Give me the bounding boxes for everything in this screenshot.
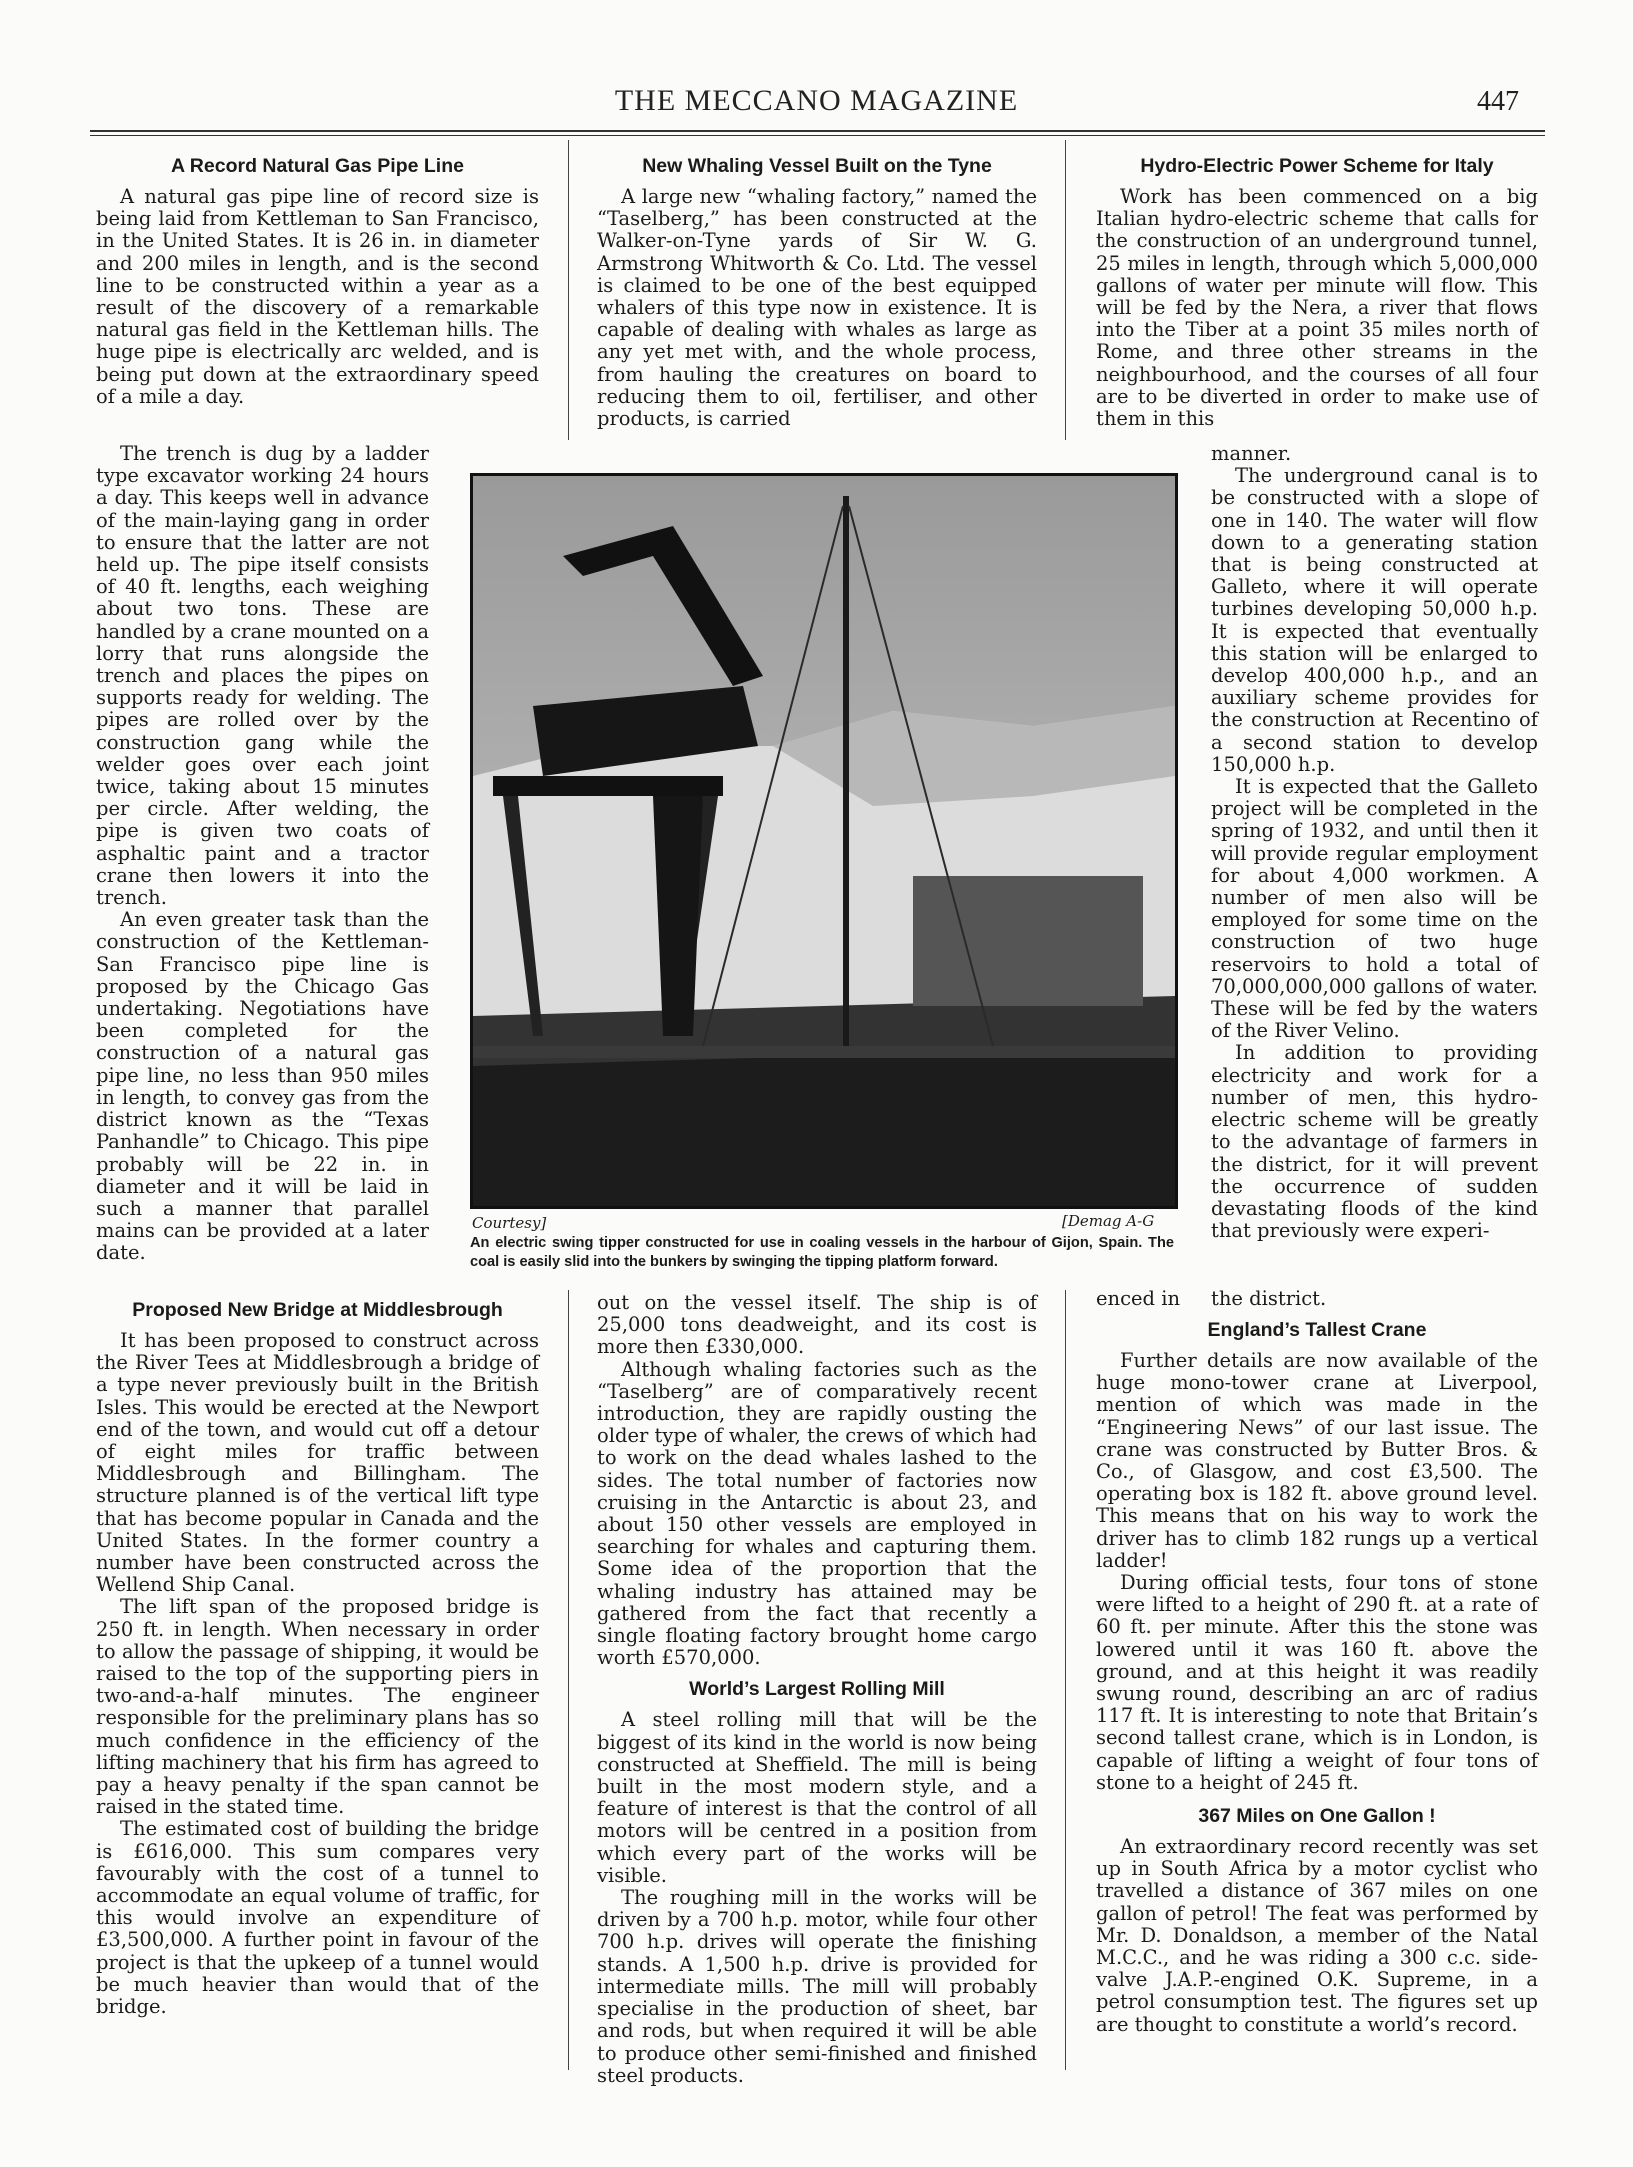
article-whaling [597, 154, 1037, 430]
paragraph: The roughing mill in the works will be driven by a 700 h.p. motor, while four other 700 h.p. drives will operate the finishing stands. A 1,500 h.p. drive is provided for intermediate mills. The mill will probably specialise in the production of sheet, bar and rods, but when required it will be able to produce other semi-finished and finished steel products. [597, 1886, 1037, 2087]
paragraph: The trench is dug by a ladder type excavator working 24 hours a day. This keeps well in advance of the main-laying gang in order to ensure that the latter are not held up. The pipe itself consists of 40 ft. lengths, each weighing about two tons. These are handled by a crane mounted on a lorry that runs alongside the trench and places the pipes on supports ready for welding. The pipes are rolled over by the construction gang while the welder goes over each joint twice, taking about 15 minutes per circle. After welding, the pipe is given two coats of asphaltic paint and a tractor crane then lowers it into the trench. [96, 442, 429, 910]
paragraph: A large new “whaling factory,” named the “Taselberg,” has been constructed at the Walker-on-Tyne yards of Sir W. G. Armstrong Whitworth & Co. Ltd. The vessel is claimed to be one of the best equipped whalers of this type now in existence. It is capable of dealing with whales as large as any yet met with, and the whole process, from hauling the creatures on board to reducing them to oil, fertiliser, and other products, is carried [597, 185, 1037, 431]
photo-credit-right: [Demag A-G [1062, 1212, 1155, 1230]
column-divider [568, 140, 569, 440]
crane-photograph [470, 473, 1178, 1209]
article-gas-pipe-cont [96, 443, 429, 1265]
hydro-line-end-b: the district. [1211, 1287, 1327, 1310]
column-divider [1065, 1290, 1066, 2070]
article-title: England’s Tallest Crane [1207, 1319, 1427, 1341]
paragraph: The lift span of the proposed bridge is 250 ft. in length. When necessary in order to allow the passage of shipping, it would be raised to the top of the supporting piers in two-and-a-half minutes. The engineer responsible for the preliminary plans has so much confidence in the efficiency of the lifting machinery that his firm has agreed to pay a heavy penalty if the span cannot be raised in the stated time. [96, 1595, 539, 1819]
page-number: 447 [1477, 86, 1519, 117]
paragraph: It has been proposed to construct across the River Tees at Middlesbrough a bridge of a type never previously built in the British Isles. This would be erected at the Newport end of the town, and would cut off a detour of eight miles for traffic between Middlesbrough and Billingham. The structure planned is of the vertical lift type that has become popular in Canada and the United States. In the former country a number have been constructed across the Wellend Ship Canal. [96, 1329, 539, 1597]
paragraph: An even greater task than the construction of the Kettleman-San Francisco pipe line is proposed by the Chicago Gas undertaking. Negotiations have been completed for the construction of a natural gas pipe line, no less than 950 miles in length, to convey gas from the district known as the “Texas Panhandle” to Chicago. This pipe probably will be 22 in. in diameter and it will be laid in such a manner that parallel mains can be provided at a later date. [96, 908, 429, 1265]
article-crane [1096, 1318, 1538, 2036]
article-bridge [96, 1298, 539, 2018]
paragraph: A steel rolling mill that will be the biggest of its kind in the world is now being constructed at Sheffield. The mill is being built in the most modern style, and a feature of interest is that the control of all motors will be centred in a position from which every part of the works will be visible. [597, 1708, 1037, 1887]
article-title: 367 Miles on One Gallon ! [1198, 1805, 1436, 1828]
paragraph: out on the vessel itself. The ship is of 25,000 tons deadweight, and its cost is more then £330,000. [597, 1291, 1037, 1359]
hydro-line-end-a: enced in [1096, 1287, 1181, 1310]
article-title: New Whaling Vessel Built on the Tyne [642, 155, 992, 177]
paragraph: Although whaling factories such as the “Taselberg” are of comparatively recent introduction, they are rapidly ousting the older type of whaler, the crews of which had to work on the dead whales lashed to the sides. The total number of factories now cruising in the Antarctic is about 23, and about 150 other vessels are employed in searching for whales and capturing them. Some idea of the proportion that the whaling industry has attained may be gathered from the fact that recently a single floating factory brought home cargo worth £570,000. [597, 1357, 1037, 1670]
paragraph: In addition to providing electricity and work for a number of men, this hydro-electric scheme will be greatly to the advantage of farmers in the district, for it will prevent the occurrence of sudden devastating floods of the kind that previously were experi- [1211, 1041, 1538, 1243]
article-whaling-cont [597, 1292, 1037, 2087]
article-title: World’s Largest Rolling Mill [689, 1678, 945, 1701]
article-title: A Record Natural Gas Pipe Line [171, 155, 464, 177]
paragraph: Work has been commenced on a big Italian hydro-electric scheme that calls for the construction of an underground tunnel, 25 miles in length, through which 5,000,000 gallons of water per minute will flow. This will be fed by the Nera, a river that flows into the Tiber at a point 35 miles north of Rome, and three other streams in the neighbourhood, and the courses of all four are to be diverted in order to make use of them in this [1096, 185, 1538, 431]
header-rule-thin [90, 135, 1545, 136]
paragraph: manner. [1211, 442, 1292, 465]
article-title: Hydro-Electric Power Scheme for Italy [1140, 155, 1494, 177]
article-hydro [1096, 154, 1538, 430]
article-gas-pipe [96, 154, 539, 408]
paragraph: It is expected that the Galleto project will be completed in the spring of 1932, and until then it will provide regular employment for about 4,000 workmen. A number of men also will be employed for some time on the construction of two huge reservoirs to hold a total of 70,000,000,000 gallons of water. These will be fed by the waters of the River Velino. [1211, 775, 1538, 1043]
article-hydro-cont [1211, 443, 1538, 1242]
photo-caption: An electric swing tipper constructed for use in coaling vessels in the harbour of Gijon, Spain. The coal is easily slid into the bunkers by swinging the tipping platform forward. [470, 1235, 1174, 1270]
paragraph: During official tests, four tons of stone were lifted to a height of 290 ft. at a rate of 60 ft. per minute. After this the stone was lowered until it was 160 ft. above the ground, and at this height it was readily swung round, describing an arc of radius 117 ft. It is interesting to note that Britain’s second tallest crane, which is in London, is capable of lifting a weight of four tons of stone to a height of 245 ft. [1096, 1571, 1538, 1794]
paragraph: The underground canal is to be constructed with a slope of one in 140. The water will flow down to a generating station that is being constructed at Galleto, where it will operate turbines developing 50,000 h.p. It is expected that eventually this station will be enlarged to develop 400,000 h.p., and an auxiliary scheme provides for the construction at Recentino of a second station to develop 150,000 h.p. [1211, 464, 1538, 776]
article-title: Proposed New Bridge at Middlesbrough [132, 1299, 503, 1321]
column-divider [568, 1290, 569, 2070]
photo-illustration [473, 476, 1175, 1206]
column-divider [1065, 140, 1066, 440]
photo-credit-left: Courtesy] [472, 1214, 547, 1232]
paragraph: Further details are now available of the huge mono-tower crane at Liverpool, mention of which was made in the “Engineering News” of our last issue. The crane was constructed by Butter Bros. & Co., of Glasgow, and cost £3,500. The operating box is 182 ft. above ground level. This means that on his way to work the driver has to climb 182 rungs up a vertical ladder! [1096, 1349, 1538, 1572]
paragraph: An extraordinary record recently was set up in South Africa by a motor cyclist who travelled a distance of 367 miles on one gallon of petrol! The feat was performed by Mr. D. Donaldson, a member of the Natal M.C.C., and he was riding a 300 c.c. side-valve J.A.P.-engined O.K. Supreme, in a petrol consumption test. The figures set up are thought to constitute a world’s record. [1096, 1835, 1538, 2036]
header-rule [90, 130, 1545, 132]
paragraph: A natural gas pipe line of record size is being laid from Kettleman to San Francisco, in the United States. It is 26 in. in diameter and 200 miles in length, and is the second line to be constructed within a year as a result of the discovery of a remarkable natural gas field in the Kettleman hills. The huge pipe is electrically arc welded, and is being put down at the extraordinary speed of a mile a day. [96, 185, 539, 408]
magazine-title: THE MECCANO MAGAZINE [614, 84, 1019, 117]
paragraph: The estimated cost of building the bridge is £616,000. This sum compares very favourably with the cost of a tunnel to accommodate an equal volume of traffic, for this would involve an expenditure of £3,500,000. A further point in favour of the project is that the upkeep of a tunnel would be much heavier than would that of the bridge. [96, 1817, 539, 2019]
